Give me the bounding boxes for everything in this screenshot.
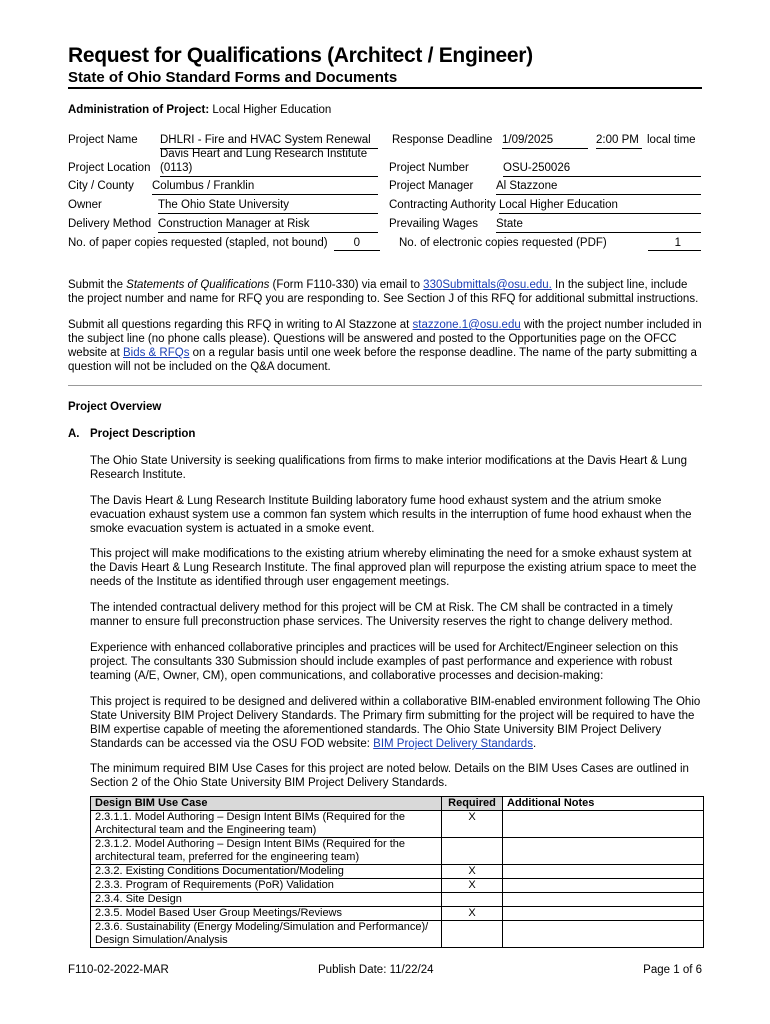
section-a-title: Project Description: [90, 428, 196, 440]
footer-page-number: Page 1 of 6: [643, 964, 702, 976]
notes-cell: [503, 838, 704, 865]
project-name-line1: DHLRI - Fire and HVAC System Renewal: [160, 134, 378, 149]
required-cell: [442, 893, 503, 907]
stazzone-email-link[interactable]: stazzone.1@osu.edu: [412, 319, 521, 331]
paper-copies-value: 0: [334, 237, 380, 251]
use-case-cell: 2.3.1.2. Model Authoring – Design Intent BIMs (Required for the architectural team, preferred for the engineering team): [91, 838, 442, 865]
description-paragraph-7: The minimum required BIM Use Cases for this project are noted below. Details on the BIM Uses Cases are outlined in Section 2 of the Ohio State University BIM Project Delivery Standards.: [90, 763, 689, 789]
use-case-cell: 2.3.2. Existing Conditions Documentation/Modeling: [91, 865, 442, 879]
footer-publish-date: Publish Date: 11/22/24: [318, 964, 434, 976]
submittals-email-link[interactable]: 330Submittals@osu.edu.: [423, 279, 552, 291]
column-header-notes: Additional Notes: [503, 797, 704, 811]
use-case-cell: 2.3.4. Site Design: [91, 893, 442, 907]
city-county-label: City / County: [68, 180, 134, 192]
table-header-row: [91, 797, 704, 811]
response-deadline-suffix: local time: [647, 134, 696, 146]
project-location-label: Project Location: [68, 162, 151, 174]
administration-label: Administration of Project:: [68, 104, 210, 116]
project-name-line2: Davis Heart and Lung Research Institute: [160, 148, 368, 160]
required-cell: X: [442, 879, 503, 893]
use-case-cell: 2.3.3. Program of Requirements (PoR) Validation: [91, 879, 442, 893]
city-county-value: Columbus / Franklin: [152, 180, 378, 195]
use-case-cell: 2.3.6. Sustainability (Energy Modeling/Simulation and Performance)/ Design Simulation/Analysis: [91, 921, 442, 948]
page-subtitle: State of Ohio Standard Forms and Documents: [68, 69, 702, 89]
electronic-copies-label: No. of electronic copies requested (PDF): [399, 237, 607, 249]
use-case-cell: 2.3.1.1. Model Authoring – Design Intent BIMs (Required for the Architectural team and the Engineering team): [91, 811, 442, 838]
administration-value: Local Higher Education: [212, 104, 332, 116]
notes-cell: [503, 921, 704, 948]
required-cell: [442, 838, 503, 865]
required-cell: X: [442, 811, 503, 838]
notes-cell: [503, 811, 704, 838]
project-manager-value: Al Stazzone: [496, 180, 701, 195]
project-number-label: Project Number: [389, 162, 469, 174]
required-cell: X: [442, 865, 503, 879]
description-paragraph-1: The Ohio State University is seeking qualifications from firms to make interior modifications at the Davis Heart & Lung Research Institute.: [90, 455, 687, 481]
bim-use-case-table: [90, 796, 704, 948]
delivery-method-label: Delivery Method: [68, 218, 152, 230]
use-case-cell: 2.3.5. Model Based User Group Meetings/Reviews: [91, 907, 442, 921]
notes-cell: [503, 893, 704, 907]
response-deadline-label: Response Deadline: [392, 134, 493, 146]
table-row: [91, 865, 704, 879]
project-overview-heading: Project Overview: [68, 401, 162, 413]
divider: [68, 385, 702, 386]
prevailing-wages-value: State: [496, 218, 701, 233]
questions-paragraph: Submit all questions regarding this RFQ in writing to Al Stazzone at stazzone.1@osu.edu with the project number included in the subject line (no phone calls please). Questions will be answered and posted to the Opportunities page on the OFCC website at Bids & RFQs on a regular basis until one week before the response deadline. The name of the party submitting a question will not be included on the Q&A document.: [68, 319, 702, 373]
contracting-authority-label: Contracting Authority: [389, 199, 496, 211]
description-paragraph-6: This project is required to be designed and delivered within a collaborative BIM-enabled environment following The Ohio State University BIM Project Delivery Standards. The Primary firm submitting for the project will be required to have the BIM expertise capable of meeting the aforementioned standards. The Ohio State University BIM Project Delivery Standards can be accessed via the OSU FOD website: BIM Project Delivery Standards.: [90, 696, 701, 750]
notes-cell: [503, 879, 704, 893]
table-row: [91, 907, 704, 921]
project-name-line3: (0113): [160, 162, 378, 177]
project-manager-label: Project Manager: [389, 180, 474, 192]
notes-cell: [503, 907, 704, 921]
owner-value: The Ohio State University: [158, 199, 378, 214]
required-cell: X: [442, 907, 503, 921]
delivery-method-value: Construction Manager at Risk: [158, 218, 378, 233]
administration-line: [68, 104, 331, 116]
response-deadline-time: 2:00 PM: [596, 134, 642, 149]
prevailing-wages-label: Prevailing Wages: [389, 218, 479, 230]
description-paragraph-5: Experience with enhanced collaborative principles and practices will be used for Architect/Engineer selection on this project. The consultants 330 Submission should include examples of past performance and experience with robust teaming (A/E, Owner, CM), open communications, and collaborative processes and decision-making:: [90, 642, 679, 682]
project-number-value: OSU-250026: [503, 162, 701, 177]
notes-cell: [503, 865, 704, 879]
section-a-letter: A.: [68, 428, 80, 440]
description-paragraph-2: The Davis Heart & Lung Research Institute Building laboratory fume hood exhaust system and the atrium smoke evacuation exhaust system use a common fan system which results in the interruption of fume hood exhaust when the smoke evacuation system is actuated in a smoke event.: [90, 495, 692, 535]
description-paragraph-3: This project will make modifications to the existing atrium whereby eliminating the need for a smoke exhaust system at the Davis Heart & Lung Research Institute. The final approved plan will repurpose the existing atrium space to meet the needs of the Institute as identified through user engagement meetings.: [90, 548, 697, 588]
table-row: [91, 811, 704, 838]
table-row: [91, 879, 704, 893]
owner-label: Owner: [68, 199, 102, 211]
paper-copies-label: No. of paper copies requested (stapled, not bound): [68, 237, 328, 249]
bids-rfqs-link[interactable]: Bids & RFQs: [122, 347, 190, 359]
table-row: [91, 921, 704, 948]
description-paragraph-4: The intended contractual delivery method for this project will be CM at Risk. The CM shall be contracted in a timely manner to ensure full preconstruction phase services. The University reserves the right to change delivery method.: [90, 602, 673, 628]
column-header-use-case: Design BIM Use Case: [91, 797, 442, 811]
table-row: [91, 838, 704, 865]
bim-standards-link[interactable]: BIM Project Delivery Standards: [373, 738, 533, 750]
contracting-authority-value: Local Higher Education: [499, 199, 701, 214]
required-cell: [442, 921, 503, 948]
page-title: Request for Qualifications (Architect / Engineer): [68, 44, 533, 67]
submit-paragraph: Submit the Statements of Qualifications (Form F110-330) via email to 330Submittals@osu.edu. In the subject line, include the project number and name for RFQ you are responding to. See Section J of this RFQ for additional submittal instructions.: [68, 279, 699, 305]
column-header-required: Required: [442, 797, 503, 811]
electronic-copies-value: 1: [648, 237, 701, 251]
project-name-label: Project Name: [68, 134, 138, 146]
table-row: [91, 893, 704, 907]
footer-form-id: F110-02-2022-MAR: [68, 964, 169, 976]
response-deadline-date: 1/09/2025: [502, 134, 588, 149]
